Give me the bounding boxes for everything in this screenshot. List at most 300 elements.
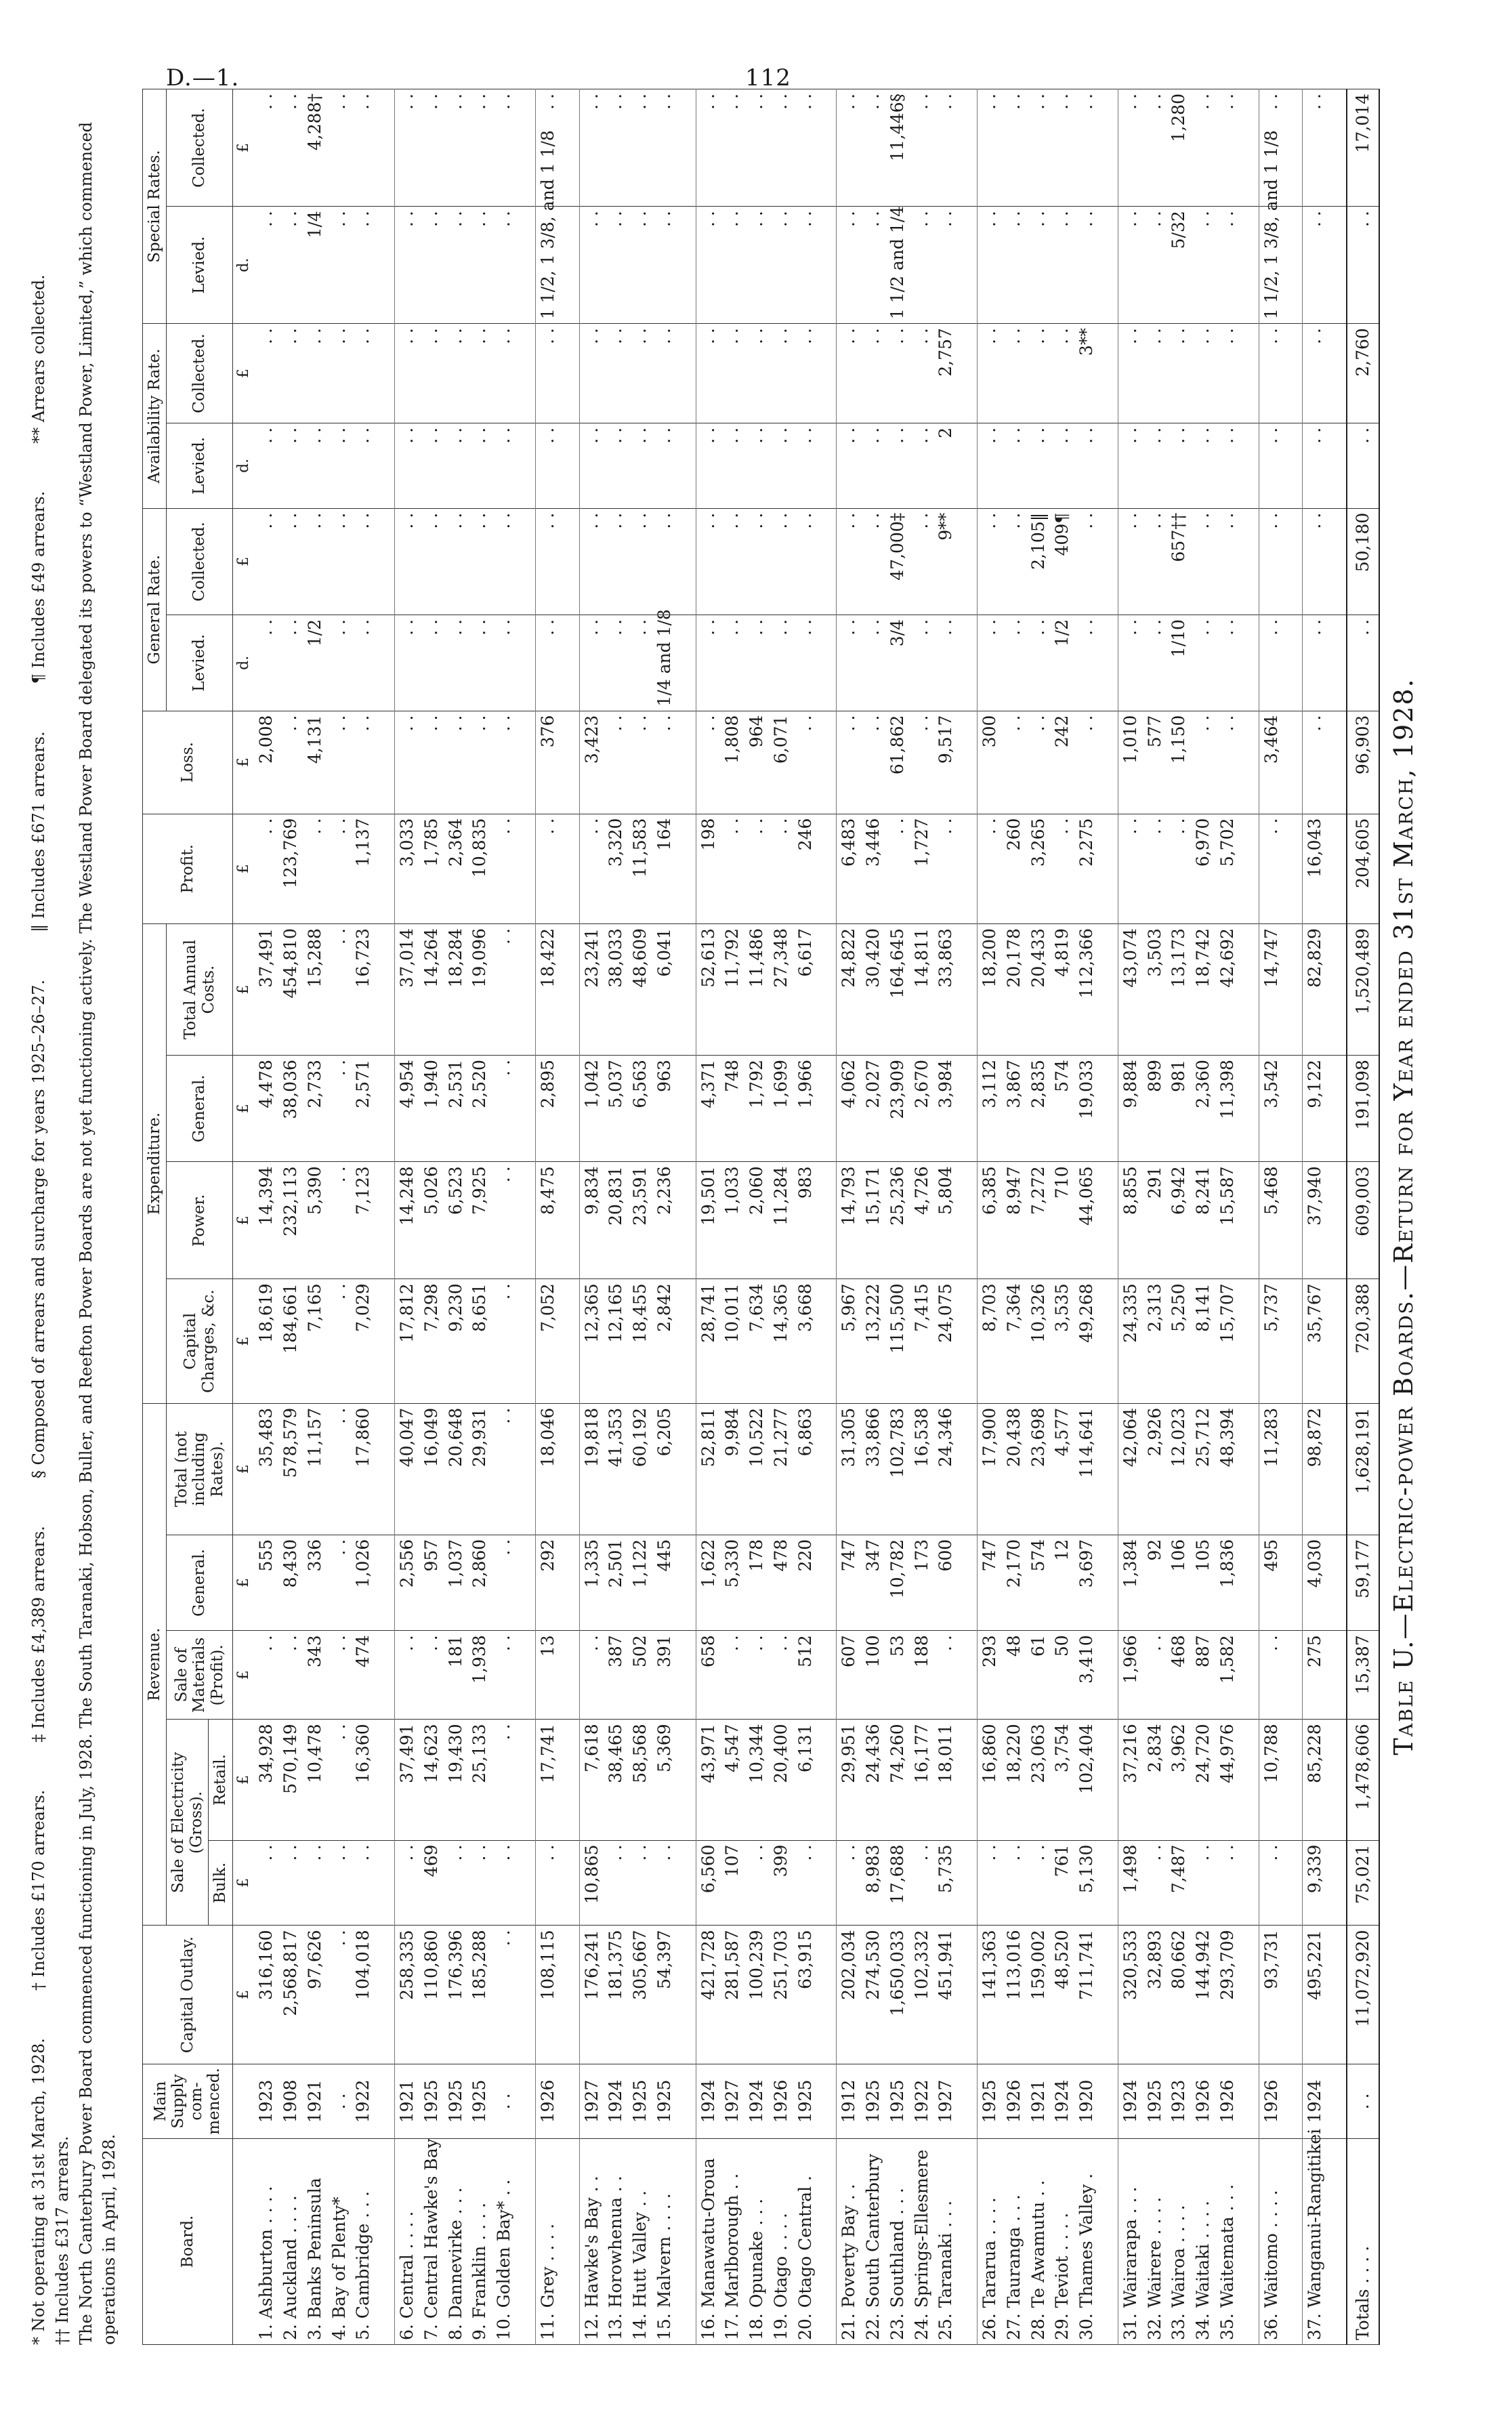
table-cell: . . (327, 1279, 352, 1403)
separator-cell (1099, 89, 1118, 207)
table-row (351, 89, 375, 2345)
table-cell: . . (327, 615, 352, 711)
table-cell: 1925 (793, 2064, 818, 2138)
table-cell: . . (720, 324, 744, 423)
separator-cell (560, 1840, 580, 1926)
separator-cell (375, 1162, 395, 1279)
table-cell: 32,893 (1143, 1926, 1167, 2064)
table-cell: 1926 (1191, 2064, 1215, 2138)
table-cell: 10,344 (744, 1720, 769, 1840)
table-cell: 102,404 (1074, 1720, 1099, 1840)
separator-cell (958, 508, 978, 615)
table-cell: 468 (1167, 1631, 1191, 1720)
table-cell: 18,284 (444, 924, 468, 1056)
table-cell: 41,353 (604, 1403, 628, 1535)
separator-cell (560, 2138, 580, 2344)
separator-cell (1099, 814, 1118, 924)
table-cell: 19,033 (1074, 1056, 1099, 1162)
table-cell: . . (492, 89, 516, 207)
board-name: 23. Southland . . . (885, 2138, 910, 2344)
table-cell: . . (861, 615, 885, 711)
separator-cell (1283, 1926, 1303, 2064)
table-cell: 10,522 (744, 1403, 769, 1535)
table-cell: 291 (1143, 1162, 1167, 1279)
table-cell: . . (444, 1840, 468, 1926)
table-cell: 1926 (769, 2064, 793, 2138)
separator-cell (560, 1926, 580, 2064)
table-cell: 2 (933, 423, 958, 508)
table-cell: 1 1/2, 1 3/8, and 1 1/8 (535, 207, 560, 324)
table-cell: . . (278, 1840, 303, 1926)
table-cell: . . (769, 89, 793, 207)
table-cell: . . (492, 1631, 516, 1720)
table-cell: . . (492, 2064, 516, 2138)
table-cell: . . (720, 814, 744, 924)
table-cell: 3,464 (1259, 711, 1283, 814)
table-cell: 1922 (351, 2064, 375, 2138)
table-cell: 5,037 (604, 1056, 628, 1162)
table-cell: 27,348 (769, 924, 793, 1056)
table-cell: . . (467, 508, 492, 615)
totals-cell: 2,760 (1347, 324, 1379, 423)
table-cell: 1,498 (1118, 1840, 1142, 1926)
table-cell: . . (1143, 1631, 1167, 1720)
table-cell: 5,369 (652, 1720, 677, 1840)
separator-cell (817, 615, 837, 711)
separator-cell (1283, 1056, 1303, 1162)
table-cell: . . (793, 508, 818, 615)
table-cell: 38,465 (604, 1720, 628, 1840)
unit-cell: £ (232, 1926, 254, 2064)
table-row (696, 89, 720, 2345)
table-cell: 1,582 (1215, 1631, 1240, 1720)
table-cell: . . (1002, 207, 1026, 324)
table-cell: 5,130 (1074, 1840, 1099, 1926)
table-cell: . . (793, 711, 818, 814)
table-cell: 2,670 (910, 1056, 934, 1162)
table-cell: 24,075 (933, 1279, 958, 1403)
table-cell: 1921 (303, 2064, 327, 2138)
footnote: § Composed of arrears and surcharge for years 1925–26–27. (29, 979, 48, 1479)
table-cell: . . (327, 1403, 352, 1535)
table-cell: 574 (1026, 1535, 1051, 1631)
table-cell: 1924 (1303, 2064, 1327, 2138)
separator-cell (677, 1279, 696, 1403)
table-cell: 37,014 (395, 924, 419, 1056)
totals-cell: 17,014 (1347, 89, 1379, 207)
table-cell: 657†† (1167, 508, 1191, 615)
table-cell: 1920 (1074, 2064, 1099, 2138)
table-cell: . . (419, 508, 444, 615)
group-separator (677, 89, 696, 2345)
table-cell: . . (696, 711, 720, 814)
separator-cell (958, 1279, 978, 1403)
table-cell: 178 (744, 1535, 769, 1631)
separator-cell (1283, 2138, 1303, 2344)
table-cell: 6,131 (793, 1720, 818, 1840)
table-cell: 16,538 (910, 1403, 934, 1535)
footnote: ‖ Includes £671 arrears. (29, 731, 48, 932)
table-cell: 14,365 (769, 1279, 793, 1403)
table-cell: 454,810 (278, 924, 303, 1056)
table-cell: . . (303, 324, 327, 423)
table-cell: 1924 (744, 2064, 769, 2138)
totals-cell: 204,605 (1347, 814, 1379, 924)
table-cell: . . (492, 924, 516, 1056)
separator-cell (1240, 1535, 1259, 1631)
table-row (1303, 89, 1327, 2345)
table-cell: 16,723 (351, 924, 375, 1056)
table-cell: 16,360 (351, 1720, 375, 1840)
col-bulk: Bulk. (209, 1840, 232, 1926)
separator-cell (1099, 207, 1118, 324)
separator-cell (958, 1403, 978, 1535)
table-cell: 469 (419, 1840, 444, 1926)
table-cell: . . (933, 814, 958, 924)
table-cell: . . (395, 508, 419, 615)
table-cell: . . (579, 207, 604, 324)
separator-cell (1283, 207, 1303, 324)
table-cell: . . (254, 508, 278, 615)
table-cell: . . (769, 324, 793, 423)
unit-cell: d. (232, 423, 254, 508)
table-cell: 2,556 (395, 1535, 419, 1631)
footnote-line-2: †† Includes £317 arrears. (52, 2136, 72, 2345)
table-cell: 1,037 (444, 1535, 468, 1631)
board-name: 20. Otago Central . (793, 2138, 818, 2344)
totals-cell: 1,520,489 (1347, 924, 1379, 1056)
table-cell: 34,928 (254, 1720, 278, 1840)
table-cell: . . (303, 1840, 327, 1926)
table-cell: . . (837, 89, 861, 207)
table-cell: . . (1143, 1840, 1167, 1926)
table-cell: 8,430 (278, 1535, 303, 1631)
table-cell: 48,609 (628, 924, 652, 1056)
board-name: 14. Hutt Valley . . (628, 2138, 652, 2344)
table-cell: 1,938 (467, 1631, 492, 1720)
table-cell: . . (837, 615, 861, 711)
separator-cell (375, 1279, 395, 1403)
table-cell: . . (1259, 1631, 1283, 1720)
separator-cell (1240, 1279, 1259, 1403)
table-cell: 17,741 (535, 1720, 560, 1840)
table-cell: 4,288† (303, 89, 327, 207)
table-cell: 1,010 (1118, 711, 1142, 814)
table-cell: . . (327, 423, 352, 508)
table-cell: 2,008 (254, 711, 278, 814)
separator-cell (1327, 1279, 1347, 1403)
table-cell: . . (1050, 423, 1074, 508)
table-cell: 2,275 (1074, 814, 1099, 924)
table-cell: . . (1191, 89, 1215, 207)
table-cell: 336 (303, 1535, 327, 1631)
table-cell: . . (1026, 324, 1051, 423)
table-cell: . . (303, 423, 327, 508)
separator-cell (817, 508, 837, 615)
table-cell: . . (1303, 423, 1327, 508)
table-row (1002, 89, 1026, 2345)
table-cell: 104,018 (351, 1926, 375, 2064)
separator-cell (1283, 508, 1303, 615)
table-cell: 15,171 (861, 1162, 885, 1279)
table-cell: . . (535, 615, 560, 711)
table-cell: . . (696, 615, 720, 711)
separator-cell (958, 1535, 978, 1631)
table-cell: 3/4 (885, 615, 910, 711)
table-cell: . . (1050, 814, 1074, 924)
totals-cell: 720,388 (1347, 1279, 1379, 1403)
table-cell: . . (254, 423, 278, 508)
table-cell: 11,284 (769, 1162, 793, 1279)
table-cell: . . (579, 615, 604, 711)
separator-cell (958, 2064, 978, 2138)
separator-cell (560, 1535, 580, 1631)
separator-cell (677, 1631, 696, 1720)
table-cell: . . (885, 423, 910, 508)
table-cell: 10,782 (885, 1535, 910, 1631)
table-cell: . . (910, 89, 934, 207)
separator-cell (560, 2064, 580, 2138)
table-cell: 42,692 (1215, 924, 1240, 1056)
separator-cell (560, 1279, 580, 1403)
table-cell: 305,667 (628, 1926, 652, 2064)
table-cell: 1,808 (720, 711, 744, 814)
table-cell: . . (278, 508, 303, 615)
col-capital-outlay: Capital Outlay. (143, 1926, 233, 2064)
col-profit: Profit. (143, 814, 233, 924)
table-cell: . . (885, 814, 910, 924)
table-cell: 3,446 (861, 814, 885, 924)
separator-cell (677, 1926, 696, 2064)
table-cell: 1/2 (1050, 615, 1074, 711)
table-cell: . . (1215, 508, 1240, 615)
separator-cell (516, 711, 536, 814)
separator-cell (516, 89, 536, 207)
separator-cell (375, 711, 395, 814)
separator-cell (1327, 1926, 1347, 2064)
table-cell: 2,860 (467, 1535, 492, 1631)
separator-cell (1327, 207, 1347, 324)
table-cell: 7,123 (351, 1162, 375, 1279)
separator-cell (1327, 2064, 1347, 2138)
separator-cell (1283, 814, 1303, 924)
table-cell: . . (1259, 324, 1283, 423)
separator-cell (1283, 1162, 1303, 1279)
table-cell: 10,011 (720, 1279, 744, 1403)
table-cell: . . (696, 508, 720, 615)
table-cell: . . (419, 711, 444, 814)
table-cell: . . (1303, 324, 1327, 423)
table-cell: . . (492, 711, 516, 814)
table-cell: 1,026 (351, 1535, 375, 1631)
table-cell: 421,728 (696, 1926, 720, 2064)
table-cell: 23,063 (1026, 1720, 1051, 1840)
table-row (419, 89, 444, 2345)
table-cell: 181 (444, 1631, 468, 1720)
table-cell: . . (744, 1840, 769, 1926)
table-cell: . . (535, 508, 560, 615)
table-cell: 13 (535, 1631, 560, 1720)
table-cell: 5,702 (1215, 814, 1240, 924)
table-cell: . . (769, 814, 793, 924)
table-cell: 474 (351, 1631, 375, 1720)
table-cell: . . (1215, 423, 1240, 508)
table-cell: 37,940 (1303, 1162, 1327, 1279)
separator-cell (677, 324, 696, 423)
table-cell: 50 (1050, 1631, 1074, 1720)
table-cell: 82,829 (1303, 924, 1327, 1056)
board-name: 11. Grey . . . . (535, 2138, 560, 2344)
table-cell: . . (444, 207, 468, 324)
table-cell: . . (327, 711, 352, 814)
table-cell: . . (395, 89, 419, 207)
separator-cell (1240, 1403, 1259, 1535)
totals-cell: 59,177 (1347, 1535, 1379, 1631)
table-cell: 7,487 (1167, 1840, 1191, 1926)
table-cell: 6,041 (652, 924, 677, 1056)
table-cell: . . (492, 1926, 516, 2064)
table-cell: 63,915 (793, 1926, 818, 2064)
table-cell: 2,520 (467, 1056, 492, 1162)
col-loss: Loss. (143, 711, 233, 814)
table-cell: . . (492, 324, 516, 423)
table-cell: . . (933, 615, 958, 711)
footnote-note: The North Canterbury Power Board commenced functioning in July, 1928. The South Taranaki, Hobson, Buller, and Reefton Power Boards are not yet functioning actively. The Westland Power Board delegated its powers to “Westland Power, Limited,” which commenced operations in April, 1928. (76, 122, 119, 2345)
table-cell: . . (467, 1840, 492, 1926)
table-cell: . . (604, 324, 628, 423)
table-cell: . . (861, 207, 885, 324)
separator-cell (1240, 711, 1259, 814)
table-cell: 11,486 (744, 924, 769, 1056)
table-row (492, 89, 516, 2345)
table-row (652, 89, 677, 2345)
table-cell: 963 (652, 1056, 677, 1162)
board-name: 32. Wairere . . . . (1143, 2138, 1167, 2344)
table-cell: 3,410 (1074, 1631, 1099, 1720)
table-cell: 376 (535, 711, 560, 814)
table-cell: 1926 (1215, 2064, 1240, 2138)
table-row (910, 89, 934, 2345)
table-cell: . . (628, 423, 652, 508)
table-cell: . . (652, 324, 677, 423)
table-cell: 3,867 (1002, 1056, 1026, 1162)
table-cell: . . (1259, 423, 1283, 508)
separator-cell (677, 711, 696, 814)
table-body (232, 89, 1379, 2345)
table-cell: 347 (861, 1535, 885, 1631)
table-cell: 387 (604, 1631, 628, 1720)
separator-cell (1099, 1162, 1118, 1279)
table-cell: 202,034 (837, 1926, 861, 2064)
col-revenue-general: General. (167, 1535, 232, 1631)
separator-cell (516, 1162, 536, 1279)
table-cell: . . (696, 207, 720, 324)
table-cell: . . (395, 423, 419, 508)
table-cell: . . (1191, 1840, 1215, 1926)
totals-cell: 191,098 (1347, 1056, 1379, 1162)
table-cell: 18,200 (978, 924, 1002, 1056)
col-revenue-total: Total (not including Rates). (167, 1403, 232, 1535)
table-cell: 100 (861, 1631, 885, 1720)
board-name: 9. Franklin . . . . (467, 2138, 492, 2344)
table-cell: 5,804 (933, 1162, 958, 1279)
separator-cell (958, 1720, 978, 1840)
separator-cell (375, 508, 395, 615)
table-cell: . . (327, 508, 352, 615)
table-cell: 110,860 (419, 1926, 444, 2064)
table-cell: 9,122 (1303, 1056, 1327, 1162)
separator-cell (560, 814, 580, 924)
table-cell: 6,563 (628, 1056, 652, 1162)
table-cell: 43,971 (696, 1720, 720, 1840)
separator-cell (560, 423, 580, 508)
table-cell: 53 (885, 1631, 910, 1720)
table-cell: . . (327, 924, 352, 1056)
separator-cell (1283, 1535, 1303, 1631)
table-cell: . . (652, 89, 677, 207)
table-cell: 1925 (885, 2064, 910, 2138)
table-cell: . . (1002, 711, 1026, 814)
table-cell: 181,375 (604, 1926, 628, 2064)
table-cell: . . (793, 615, 818, 711)
separator-cell (677, 2138, 696, 2344)
table-row (1191, 89, 1215, 2345)
separator-cell (1240, 89, 1259, 207)
separator-cell (1327, 423, 1347, 508)
table-cell: . . (1259, 615, 1283, 711)
table-cell: . . (327, 2064, 352, 2138)
separator-cell (1283, 423, 1303, 508)
table-cell: . . (652, 423, 677, 508)
separator-cell (817, 1162, 837, 1279)
table-cell: 6,483 (837, 814, 861, 924)
table-cell: 1908 (278, 2064, 303, 2138)
units-row (232, 89, 254, 2345)
separator-cell (958, 324, 978, 423)
group-separator (1240, 89, 1259, 2345)
table-cell: . . (492, 423, 516, 508)
table-cell: 141,363 (978, 1926, 1002, 2064)
table-cell: 343 (303, 1631, 327, 1720)
table-row (1259, 89, 1283, 2345)
table-cell: 40,047 (395, 1403, 419, 1535)
table-cell: 1924 (1118, 2064, 1142, 2138)
table-cell: 320,533 (1118, 1926, 1142, 2064)
table-cell: . . (1303, 615, 1327, 711)
table-cell: 16,177 (910, 1720, 934, 1840)
separator-cell (1283, 2064, 1303, 2138)
table-cell: 2,313 (1143, 1279, 1167, 1403)
table-cell: 176,396 (444, 1926, 468, 2064)
table-cell: . . (793, 423, 818, 508)
table-cell: . . (720, 615, 744, 711)
table-cell: . . (419, 423, 444, 508)
board-name: 37. Wanganui-Rangitikei (1303, 2138, 1327, 2344)
table-cell: . . (720, 207, 744, 324)
table-cell: 1 1/2, 1 3/8, and 1 1/8 (1259, 207, 1283, 324)
table-cell: . . (1074, 207, 1099, 324)
separator-cell (1327, 1840, 1347, 1926)
table-cell: 7,165 (303, 1279, 327, 1403)
table-cell: 9,834 (579, 1162, 604, 1279)
table-cell: 16,860 (978, 1720, 1002, 1840)
separator-cell (1240, 324, 1259, 423)
table-cell: . . (467, 89, 492, 207)
totals-cell: 1,628,191 (1347, 1403, 1379, 1535)
table-cell: . . (1143, 89, 1167, 207)
unit-cell: £ (232, 1279, 254, 1403)
table-cell: 1,966 (1118, 1631, 1142, 1720)
